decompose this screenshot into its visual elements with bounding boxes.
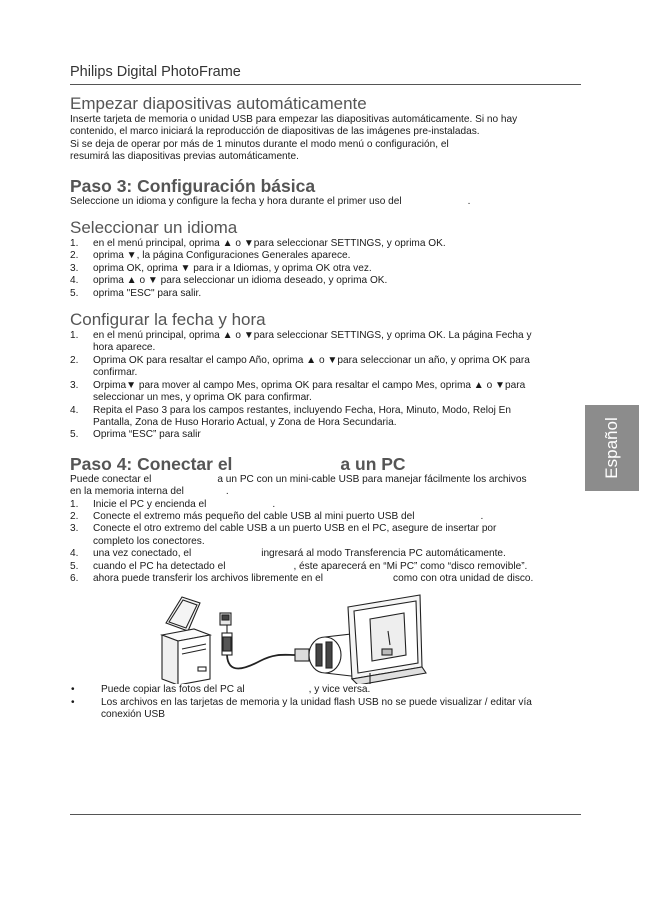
heading-step4: Paso 4: Conectar el a un PC bbox=[70, 453, 406, 474]
list-item: 2. oprima ▼, la página Configuraciones Generales aparece. bbox=[70, 250, 351, 262]
list-item: 3. oprima OK, oprima ▼ para ir a Idiomas, y oprima OK otra vez. bbox=[70, 262, 372, 274]
list-item: • Puede copiar las fotos del PC al , y vice versa. bbox=[71, 684, 371, 696]
heading-auto-slideshow: Empezar diapositivas automáticamente bbox=[70, 94, 367, 113]
list-item: 6. ahora puede transferir los archivos libremente en el como con otra unidad de disco. bbox=[70, 572, 534, 584]
auto-slideshow-line-2: contenido, el marco iniciará la reproducción de diapositivas de las imágenes pre-instaladas. bbox=[70, 126, 480, 138]
photo-frame-icon bbox=[348, 595, 426, 684]
language-steps bbox=[70, 238, 582, 300]
usb-cable-icon bbox=[227, 655, 295, 669]
list-item: 4. oprima ▲ o ▼ para seleccionar un idioma deseado, y oprima OK. bbox=[70, 275, 388, 287]
list-item: 5. cuando el PC ha detectado el , éste aparecerá en “Mi PC” como “disco removible”. bbox=[70, 560, 528, 572]
list-item: 2. Oprima OK para resaltar el campo Año, oprima ▲ o ▼para seleccionar un año, y oprima OK para confirmar. bbox=[70, 354, 530, 379]
step3-intro: Seleccione un idioma y configure la fecha y hora durante el primer uso del . bbox=[70, 195, 471, 207]
step4-intro-line-1: Puede conectar el a un PC con un mini-cable USB para manejar fácilmente los archivos bbox=[70, 473, 527, 485]
connect-steps bbox=[70, 499, 582, 586]
list-item: 3. Orpima▼ para mover al campo Mes, oprima OK para resaltar el campo Mes, oprima ▲ o ▼para seleccionar un mes, y oprima OK para confirmar. bbox=[70, 379, 526, 404]
usb-connection-illustration bbox=[70, 589, 582, 684]
auto-slideshow-line-1: Inserte tarjeta de memoria o unidad USB para empezar las diapositivas automáticamente. Si no hay bbox=[70, 114, 518, 125]
heading-step3: Paso 3: Configuración básica bbox=[70, 175, 316, 196]
list-item: 3. Conecte el otro extremo del cable USB a un puerto USB en el PC, asegure de insertar por completo los conectores. bbox=[70, 523, 497, 547]
heading-set-datetime: Configurar la fecha y hora bbox=[70, 310, 266, 330]
page-content bbox=[70, 94, 582, 722]
heading-select-language: Seleccionar un idioma bbox=[70, 218, 238, 238]
auto-slideshow-line-4: resumirá las diapositivas previas automáticamente. bbox=[70, 151, 299, 163]
auto-slideshow-line-3: Si se deja de operar por más de 1 minutos durante el modo menú o configuración, el bbox=[70, 138, 449, 150]
header-divider bbox=[70, 84, 581, 85]
usb-plug-icon bbox=[220, 613, 232, 655]
datetime-steps bbox=[70, 330, 582, 442]
list-item: 5. Oprima “ESC” para salir bbox=[70, 429, 201, 441]
language-tab: Español bbox=[585, 405, 639, 491]
list-item: 1. Inicie el PC y encienda el . bbox=[70, 498, 276, 510]
header-title: Philips Digital PhotoFrame bbox=[70, 64, 241, 80]
list-item: 2. Conecte el extremo más pequeño del cable USB al mini puerto USB del . bbox=[70, 510, 484, 522]
step4-intro-line-2: en la memoria interna del . bbox=[70, 486, 229, 498]
footer-divider bbox=[70, 814, 581, 815]
notes-list bbox=[70, 684, 582, 721]
list-item: 4. una vez conectado, el ingresará al modo Transferencia PC automáticamente. bbox=[70, 548, 506, 560]
list-item: 1. en el menú principal, oprima ▲ o ▼para seleccionar SETTINGS, y oprima OK. bbox=[70, 238, 446, 250]
list-item: • Los archivos en las tarjetas de memoria y la unidad flash USB no se puede visualizar / editar vía conexión USB bbox=[71, 696, 532, 721]
list-item: 5. oprima "ESC" para salir. bbox=[70, 287, 202, 299]
list-item: 4. Repita el Paso 3 para los campos restantes, incluyendo Fecha, Hora, Minuto, Modo, Reloj En Pantalla, Zona de Huso Horario Actual, y Zona de Hora Secundaria. bbox=[70, 404, 511, 428]
pc-to-frame-diagram bbox=[70, 589, 582, 684]
pc-tower-icon bbox=[162, 629, 210, 684]
list-item: 1. en el menú principal, oprima ▲ o ▼para seleccionar SETTINGS, y oprima OK. La página Fecha y hora aparece. bbox=[70, 330, 532, 354]
